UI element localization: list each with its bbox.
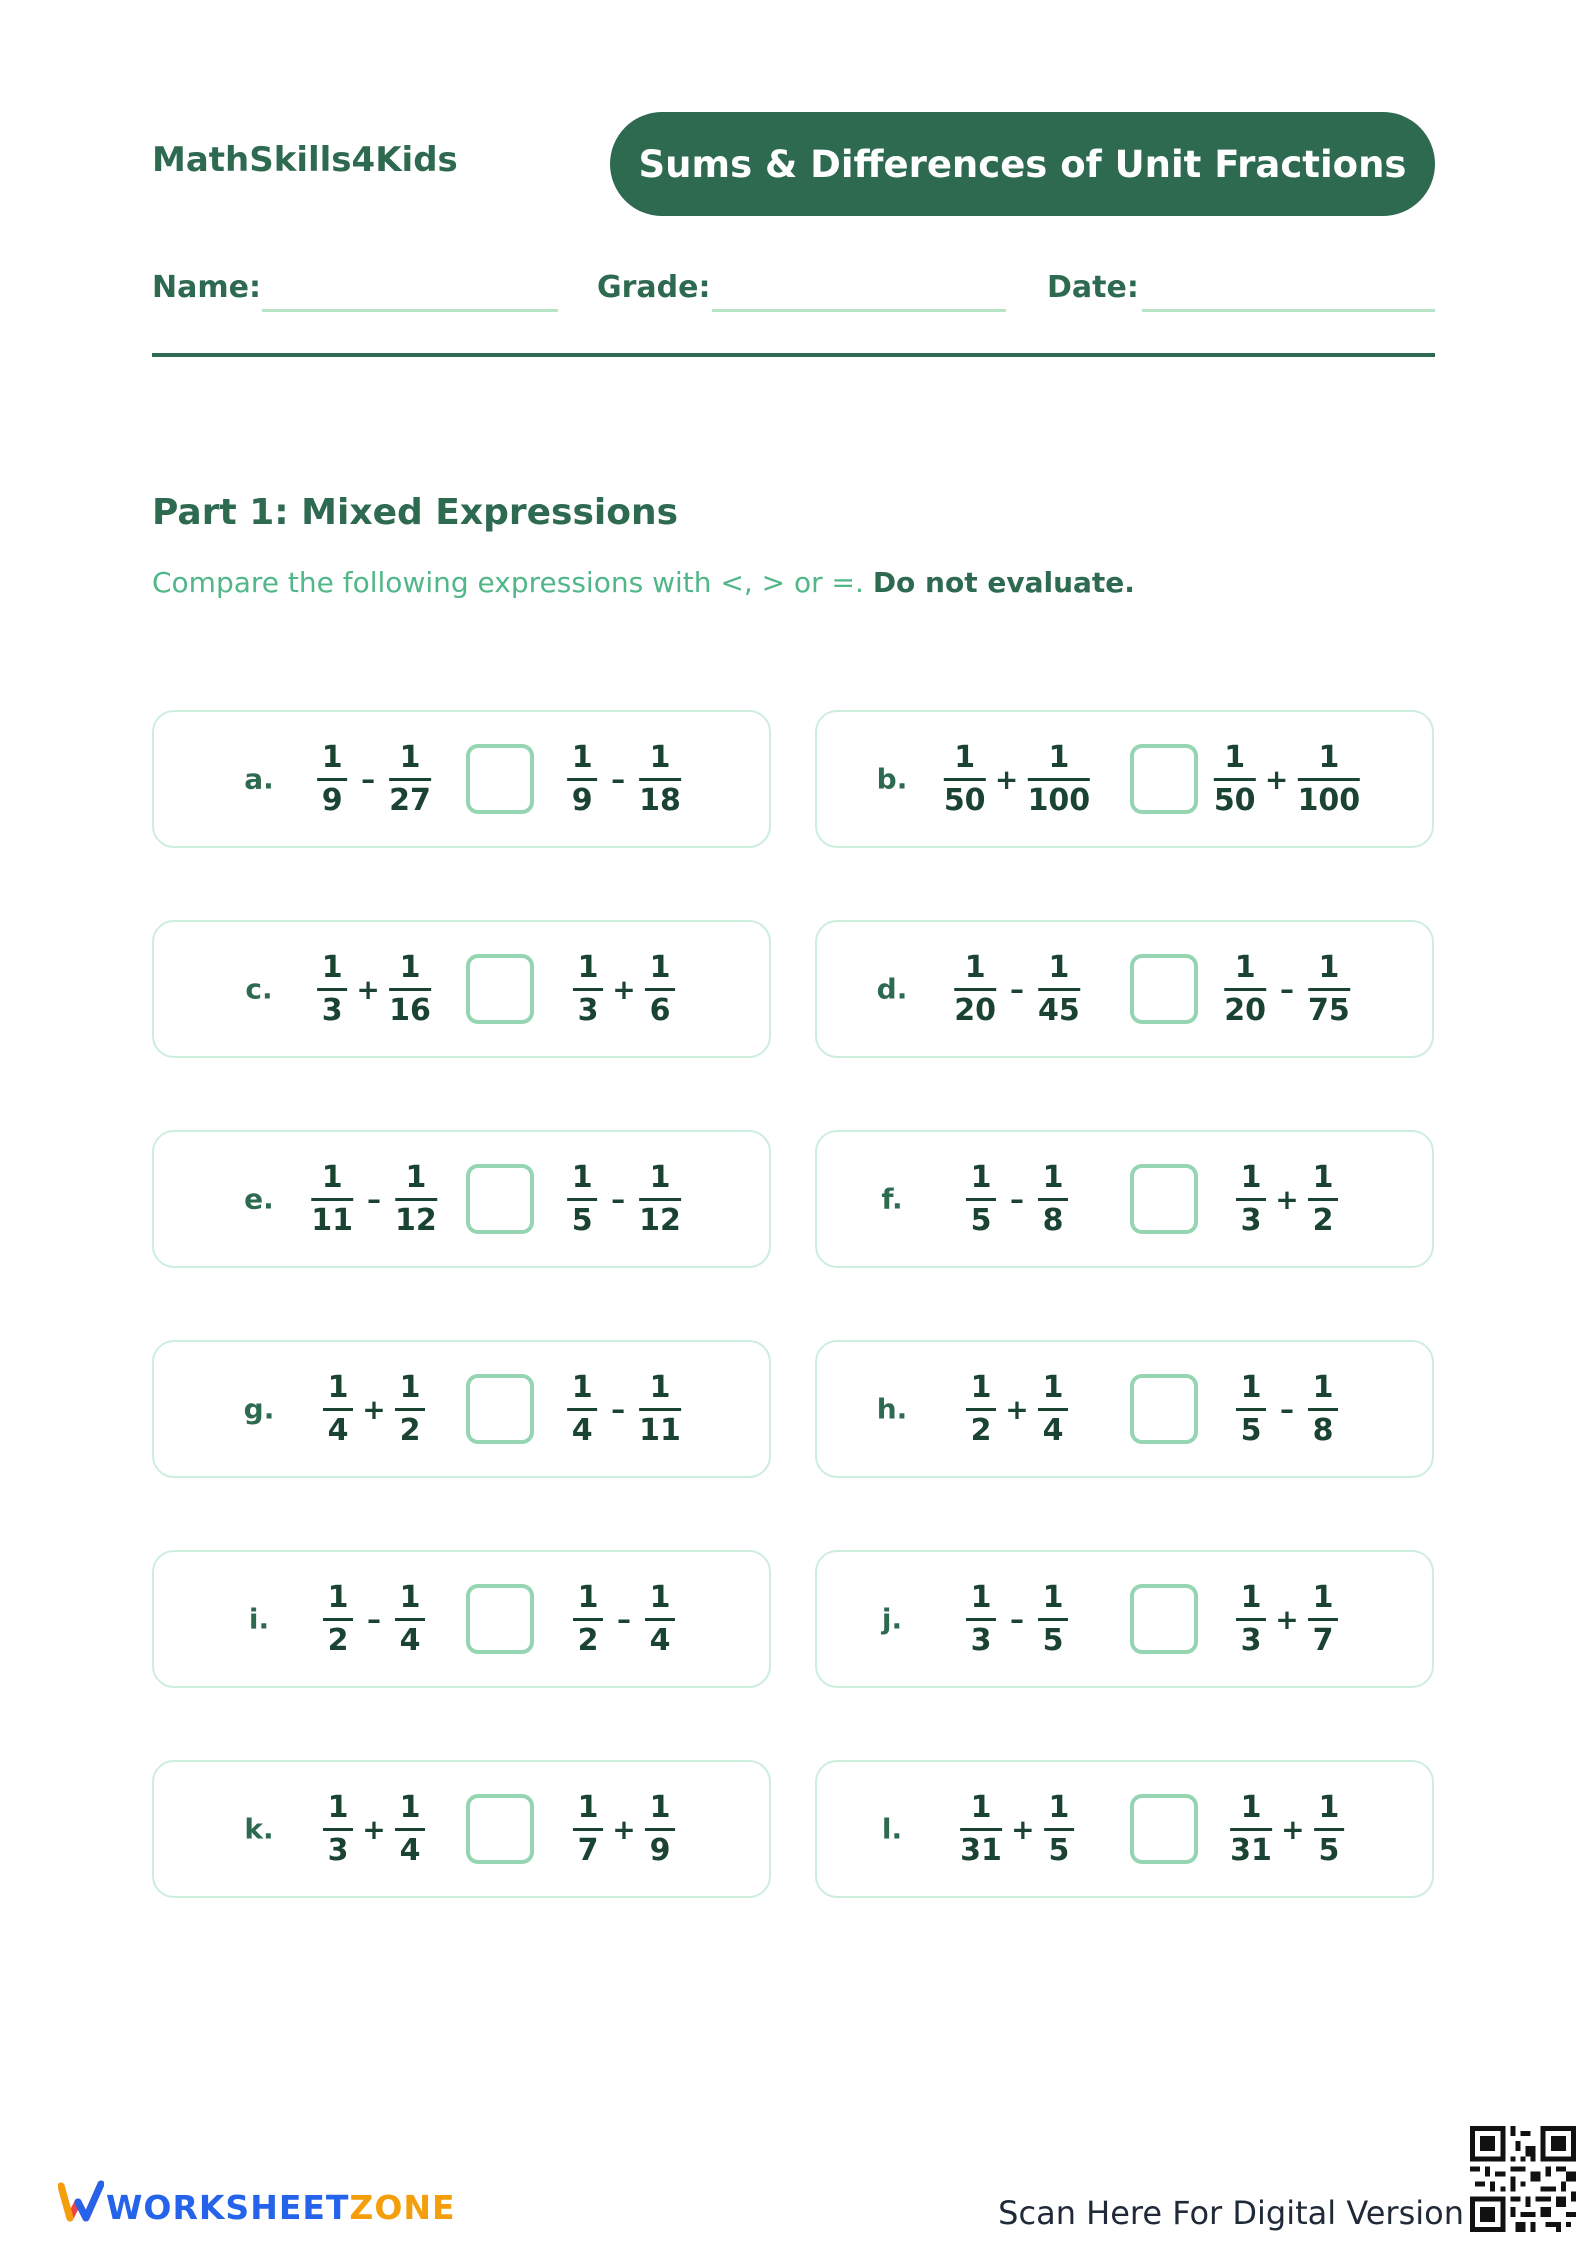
- fraction-bar: [1038, 988, 1080, 991]
- problem-letter: l.: [881, 1812, 903, 1846]
- numerator: 1: [571, 1370, 593, 1405]
- problem-card: [152, 710, 771, 848]
- numerator: 1: [399, 1370, 421, 1405]
- fraction-bar: [1236, 1198, 1266, 1201]
- numerator: 1: [321, 740, 343, 775]
- fraction: [317, 742, 347, 816]
- denominator: 75: [1308, 992, 1350, 1028]
- denominator: 9: [571, 782, 593, 818]
- numerator: 1: [321, 950, 343, 985]
- fraction-bar: [573, 1828, 603, 1831]
- fraction: [1308, 952, 1350, 1026]
- denominator: 4: [399, 1832, 421, 1868]
- numerator: 1: [1318, 740, 1340, 775]
- numerator: 1: [571, 740, 593, 775]
- left-expression: [323, 1582, 425, 1656]
- operator: +: [1275, 1602, 1299, 1636]
- instruction-text: Compare the following expressions with <, > or =.: [152, 566, 864, 599]
- operator: +: [1011, 1812, 1035, 1846]
- denominator: 2: [399, 1412, 421, 1448]
- name-label: Name:: [152, 270, 261, 305]
- fraction-bar: [1298, 778, 1361, 781]
- fraction-bar: [944, 778, 986, 781]
- fraction-bar: [395, 1828, 425, 1831]
- numerator: 1: [649, 1160, 671, 1195]
- fraction-bar: [954, 988, 996, 991]
- denominator: 4: [649, 1622, 671, 1658]
- fraction: [1308, 1162, 1338, 1236]
- date-line[interactable]: [1142, 309, 1435, 312]
- answer-box[interactable]: [466, 1374, 534, 1444]
- right-expression: [1230, 1792, 1344, 1866]
- right-expression: [573, 1582, 675, 1656]
- answer-box[interactable]: [1130, 1164, 1198, 1234]
- fraction: [573, 1792, 603, 1866]
- denominator: 31: [960, 1832, 1002, 1868]
- operator: –: [611, 1392, 626, 1426]
- numerator: 1: [327, 1370, 349, 1405]
- problem-card: [815, 1760, 1434, 1898]
- numerator: 1: [954, 740, 976, 775]
- fraction-bar: [639, 1198, 681, 1201]
- worksheetzone-logo-icon: [58, 2178, 104, 2224]
- problem-card: [152, 1550, 771, 1688]
- problem-card: [815, 1550, 1434, 1688]
- fraction: [317, 952, 347, 1026]
- left-expression: [317, 952, 431, 1026]
- fraction-bar: [567, 778, 597, 781]
- denominator: 12: [639, 1202, 681, 1238]
- fraction-bar: [1308, 988, 1350, 991]
- denominator: 3: [577, 992, 599, 1028]
- numerator: 1: [1042, 1370, 1064, 1405]
- fraction: [1044, 1792, 1074, 1866]
- problem-letter: i.: [248, 1602, 270, 1636]
- grade-line[interactable]: [712, 309, 1006, 312]
- numerator: 1: [1240, 1790, 1262, 1825]
- numerator: 1: [1234, 950, 1256, 985]
- numerator: 1: [1048, 740, 1070, 775]
- right-expression: [573, 952, 675, 1026]
- problem-card: [815, 920, 1434, 1058]
- fraction: [960, 1792, 1002, 1866]
- problem-letter: k.: [244, 1812, 274, 1846]
- denominator: 20: [1224, 992, 1266, 1028]
- fraction: [1298, 742, 1361, 816]
- numerator: 1: [1240, 1580, 1262, 1615]
- fraction-bar: [395, 1408, 425, 1411]
- denominator: 3: [1240, 1622, 1262, 1658]
- right-expression: [567, 742, 681, 816]
- operator: –: [367, 1602, 381, 1636]
- left-expression: [323, 1792, 425, 1866]
- numerator: 1: [649, 740, 671, 775]
- fraction: [395, 1372, 425, 1446]
- numerator: 1: [327, 1790, 349, 1825]
- fraction: [645, 1582, 675, 1656]
- numerator: 1: [649, 1580, 671, 1615]
- right-expression: [567, 1372, 681, 1446]
- answer-box[interactable]: [1130, 1374, 1198, 1444]
- part-title: Part 1: Mixed Expressions: [152, 492, 679, 533]
- operator: –: [611, 1182, 626, 1216]
- operator: –: [1010, 972, 1024, 1006]
- fraction: [1236, 1372, 1266, 1446]
- numerator: 1: [327, 1580, 349, 1615]
- operator: +: [1005, 1392, 1029, 1426]
- right-expression: [1236, 1372, 1338, 1446]
- denominator: 9: [321, 782, 343, 818]
- problem-letter: h.: [876, 1392, 908, 1426]
- denominator: 5: [1048, 1832, 1070, 1868]
- numerator: 1: [970, 1370, 992, 1405]
- numerator: 1: [1312, 1160, 1334, 1195]
- operator: –: [1280, 972, 1294, 1006]
- denominator: 3: [970, 1622, 992, 1658]
- problem-card: [152, 1340, 771, 1478]
- left-expression: [966, 1582, 1068, 1656]
- denominator: 2: [970, 1412, 992, 1448]
- fraction: [639, 1162, 681, 1236]
- operator: –: [1010, 1602, 1024, 1636]
- left-expression: [317, 742, 431, 816]
- fraction-bar: [1308, 1198, 1338, 1201]
- fraction-bar: [317, 778, 347, 781]
- problem-card: [815, 1340, 1434, 1478]
- answer-box[interactable]: [466, 954, 534, 1024]
- operator: +: [1275, 1182, 1299, 1216]
- grade-label: Grade:: [597, 270, 711, 305]
- denominator: 100: [1297, 782, 1361, 818]
- fraction-bar: [1038, 1408, 1068, 1411]
- denominator: 4: [571, 1412, 593, 1448]
- fraction-bar: [567, 1198, 597, 1201]
- problem-card: [152, 920, 771, 1058]
- fraction: [1038, 1582, 1068, 1656]
- denominator: 3: [327, 1832, 349, 1868]
- operator: +: [362, 1392, 386, 1426]
- answer-box[interactable]: [1130, 1584, 1198, 1654]
- fraction-bar: [1236, 1618, 1266, 1621]
- operator: +: [1281, 1812, 1305, 1846]
- numerator: 1: [1318, 1790, 1340, 1825]
- operator: +: [612, 972, 636, 1006]
- operator: +: [362, 1812, 386, 1846]
- fraction: [1038, 952, 1080, 1026]
- numerator: 1: [970, 1790, 992, 1825]
- fraction: [567, 742, 597, 816]
- operator: –: [617, 1602, 631, 1636]
- operator: +: [1264, 762, 1289, 796]
- denominator: 12: [395, 1202, 437, 1238]
- fraction: [639, 1372, 681, 1446]
- denominator: 6: [649, 992, 671, 1028]
- problem-letter: g.: [243, 1392, 275, 1426]
- fraction: [1314, 1792, 1344, 1866]
- problem-letter: e.: [244, 1182, 274, 1216]
- denominator: 5: [970, 1202, 992, 1238]
- answer-box[interactable]: [466, 744, 534, 814]
- denominator: 8: [1042, 1202, 1064, 1238]
- worksheetzone-logo-text: [106, 2188, 456, 2227]
- fraction-bar: [1230, 1828, 1272, 1831]
- fraction: [395, 1162, 437, 1236]
- denominator: 5: [1318, 1832, 1340, 1868]
- answer-box[interactable]: [1130, 744, 1198, 814]
- denominator: 18: [639, 782, 681, 818]
- answer-box[interactable]: [466, 1164, 534, 1234]
- fraction-bar: [639, 1408, 681, 1411]
- denominator: 7: [1312, 1622, 1334, 1658]
- numerator: 1: [577, 1790, 599, 1825]
- numerator: 1: [970, 1580, 992, 1615]
- fraction-bar: [567, 1408, 597, 1411]
- problem-letter: f.: [881, 1182, 903, 1216]
- numerator: 1: [1312, 1370, 1334, 1405]
- fraction-bar: [1214, 778, 1256, 781]
- fraction: [1214, 742, 1256, 816]
- fraction-bar: [389, 778, 431, 781]
- numerator: 1: [1240, 1160, 1262, 1195]
- right-expression: [567, 1162, 681, 1236]
- fraction: [395, 1792, 425, 1866]
- fraction-bar: [1224, 988, 1266, 991]
- fraction: [573, 1582, 603, 1656]
- numerator: 1: [321, 1160, 343, 1195]
- denominator: 31: [1230, 1832, 1272, 1868]
- fraction-bar: [323, 1618, 353, 1621]
- denominator: 11: [311, 1202, 353, 1238]
- fraction: [389, 952, 431, 1026]
- left-expression: [944, 742, 1090, 816]
- denominator: 27: [389, 782, 431, 818]
- numerator: 1: [405, 1160, 427, 1195]
- operator: –: [367, 1182, 381, 1216]
- denominator: 4: [327, 1412, 349, 1448]
- fraction: [966, 1582, 996, 1656]
- fraction-bar: [573, 988, 603, 991]
- right-expression: [1236, 1162, 1338, 1236]
- fraction-bar: [966, 1618, 996, 1621]
- denominator: 2: [577, 1622, 599, 1658]
- header-divider: [152, 353, 1435, 357]
- fraction: [573, 952, 603, 1026]
- fraction: [944, 742, 986, 816]
- fraction: [645, 1792, 675, 1866]
- right-expression: [1214, 742, 1360, 816]
- fraction: [1308, 1372, 1338, 1446]
- fraction-bar: [317, 988, 347, 991]
- fraction: [311, 1162, 353, 1236]
- fraction: [954, 952, 996, 1026]
- operator: +: [612, 1812, 636, 1846]
- numerator: 1: [1042, 1580, 1064, 1615]
- numerator: 1: [649, 1790, 671, 1825]
- denominator: 9: [649, 1832, 671, 1868]
- denominator: 45: [1038, 992, 1080, 1028]
- operator: –: [611, 762, 626, 796]
- instruction: [152, 566, 1135, 599]
- fraction: [567, 1162, 597, 1236]
- fraction-bar: [395, 1618, 425, 1621]
- left-expression: [966, 1372, 1068, 1446]
- answer-box[interactable]: [466, 1794, 534, 1864]
- denominator: 3: [1240, 1202, 1262, 1238]
- denominator: 16: [389, 992, 431, 1028]
- numerator: 1: [1240, 1370, 1262, 1405]
- fraction-bar: [1236, 1408, 1266, 1411]
- fraction-bar: [311, 1198, 353, 1201]
- denominator: 50: [943, 782, 986, 818]
- fraction-bar: [639, 778, 681, 781]
- right-expression: [573, 1792, 675, 1866]
- fraction: [1230, 1792, 1272, 1866]
- answer-box[interactable]: [466, 1584, 534, 1654]
- answer-box[interactable]: [1130, 1794, 1198, 1864]
- fraction: [323, 1582, 353, 1656]
- problem-letter: a.: [244, 762, 274, 796]
- answer-box[interactable]: [1130, 954, 1198, 1024]
- denominator: 2: [1312, 1202, 1334, 1238]
- fraction: [645, 952, 675, 1026]
- right-expression: [1236, 1582, 1338, 1656]
- numerator: 1: [649, 950, 671, 985]
- operator: –: [361, 762, 376, 796]
- denominator: 4: [1042, 1412, 1064, 1448]
- logo-word-zone: ZONE: [349, 2188, 456, 2227]
- operator: –: [1280, 1392, 1294, 1426]
- fraction-bar: [1314, 1828, 1344, 1831]
- numerator: 1: [1318, 950, 1340, 985]
- numerator: 1: [399, 1580, 421, 1615]
- left-expression: [323, 1372, 425, 1446]
- fraction: [639, 742, 681, 816]
- fraction-bar: [966, 1408, 996, 1411]
- problem-letter: c.: [245, 972, 273, 1006]
- logo-word-worksheet: WORKSHEET: [106, 2188, 350, 2227]
- denominator: 3: [321, 992, 343, 1028]
- numerator: 1: [1312, 1580, 1334, 1615]
- denominator: 5: [1240, 1412, 1262, 1448]
- numerator: 1: [399, 950, 421, 985]
- worksheet-title: Sums & Differences of Unit Fractions: [610, 112, 1435, 216]
- problem-card: [152, 1760, 771, 1898]
- fraction-bar: [395, 1198, 437, 1201]
- denominator: 8: [1312, 1412, 1334, 1448]
- fraction-bar: [645, 1828, 675, 1831]
- instruction-bold: Do not evaluate.: [872, 566, 1135, 599]
- left-expression: [311, 1162, 437, 1236]
- scan-caption: Scan Here For Digital Version: [998, 2194, 1464, 2232]
- problem-card: [815, 1130, 1434, 1268]
- fraction: [323, 1792, 353, 1866]
- fraction: [395, 1582, 425, 1656]
- fraction: [966, 1372, 996, 1446]
- problem-letter: d.: [876, 972, 908, 1006]
- numerator: 1: [970, 1160, 992, 1195]
- denominator: 50: [1213, 782, 1256, 818]
- numerator: 1: [1048, 950, 1070, 985]
- left-expression: [966, 1162, 1068, 1236]
- numerator: 1: [649, 1370, 671, 1405]
- fraction-bar: [323, 1828, 353, 1831]
- left-expression: [960, 1792, 1074, 1866]
- fraction: [1236, 1582, 1266, 1656]
- fraction-bar: [960, 1828, 1002, 1831]
- denominator: 20: [954, 992, 996, 1028]
- fraction: [1028, 742, 1091, 816]
- fraction-bar: [1038, 1198, 1068, 1201]
- fraction-bar: [1308, 1618, 1338, 1621]
- operator: –: [1010, 1182, 1024, 1216]
- fraction: [1038, 1372, 1068, 1446]
- fraction-bar: [389, 988, 431, 991]
- operator: +: [356, 972, 380, 1006]
- fraction: [389, 742, 431, 816]
- left-expression: [954, 952, 1080, 1026]
- problem-letter: b.: [876, 762, 908, 796]
- numerator: 1: [577, 1580, 599, 1615]
- denominator: 100: [1027, 782, 1091, 818]
- name-line[interactable]: [262, 309, 558, 312]
- fraction-bar: [645, 1618, 675, 1621]
- numerator: 1: [1224, 740, 1246, 775]
- fraction: [1224, 952, 1266, 1026]
- denominator: 2: [327, 1622, 349, 1658]
- fraction: [966, 1162, 996, 1236]
- problem-card: [815, 710, 1434, 848]
- fraction-bar: [573, 1618, 603, 1621]
- fraction-bar: [966, 1198, 996, 1201]
- fraction-bar: [645, 988, 675, 991]
- fraction-bar: [1308, 1408, 1338, 1411]
- numerator: 1: [577, 950, 599, 985]
- numerator: 1: [1042, 1160, 1064, 1195]
- fraction-bar: [1044, 1828, 1074, 1831]
- fraction: [323, 1372, 353, 1446]
- numerator: 1: [964, 950, 986, 985]
- fraction: [1038, 1162, 1068, 1236]
- numerator: 1: [399, 1790, 421, 1825]
- numerator: 1: [1048, 1790, 1070, 1825]
- denominator: 11: [639, 1412, 681, 1448]
- fraction-bar: [1028, 778, 1091, 781]
- fraction: [567, 1372, 597, 1446]
- problem-letter: j.: [881, 1602, 903, 1636]
- qr-code-icon[interactable]: [1470, 2126, 1576, 2232]
- problem-card: [152, 1130, 771, 1268]
- date-label: Date:: [1047, 270, 1139, 305]
- denominator: 5: [1042, 1622, 1064, 1658]
- operator: +: [994, 762, 1019, 796]
- numerator: 1: [571, 1160, 593, 1195]
- denominator: 7: [577, 1832, 599, 1868]
- denominator: 5: [571, 1202, 593, 1238]
- fraction-bar: [1038, 1618, 1068, 1621]
- denominator: 4: [399, 1622, 421, 1658]
- fraction: [1236, 1162, 1266, 1236]
- fraction: [1308, 1582, 1338, 1656]
- numerator: 1: [399, 740, 421, 775]
- fraction-bar: [323, 1408, 353, 1411]
- right-expression: [1224, 952, 1350, 1026]
- brand-name: MathSkills4Kids: [152, 140, 458, 180]
